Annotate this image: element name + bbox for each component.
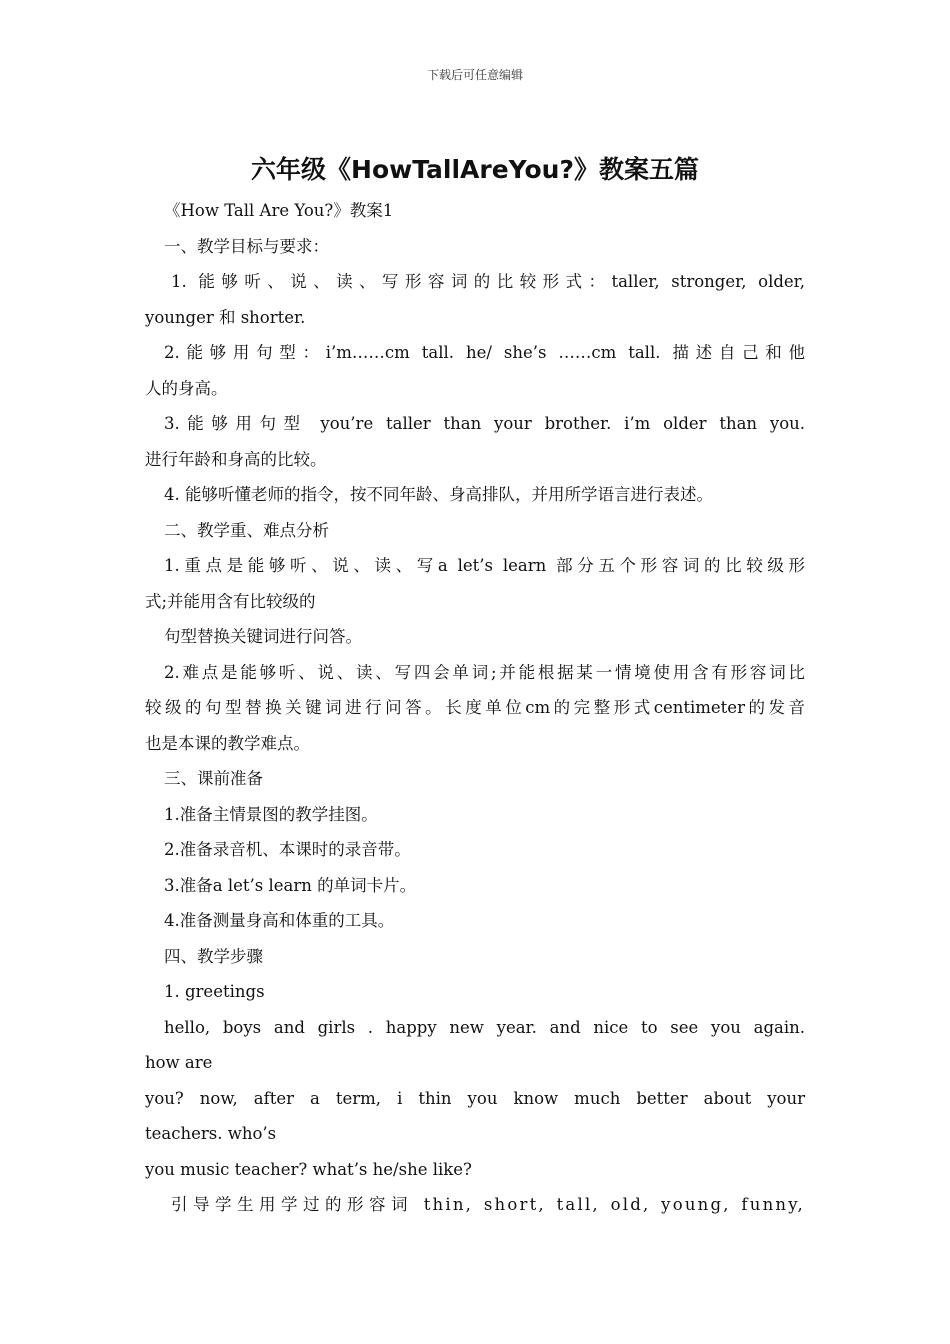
line-greeting-a: hello, boys and girls . happy new year. and nice to see you again. xyxy=(164,1017,805,1037)
page-header: 下载后可任意编辑 xyxy=(426,68,523,82)
line-goal-2b: 人的身高。 xyxy=(145,378,228,398)
line-prep-3: 3.准备a let’s learn 的单词卡片。 xyxy=(164,875,417,895)
line-greeting-c: you? now, after a term, i thin you know much better about your xyxy=(145,1088,805,1108)
line-prep-1: 1.准备主情景图的教学挂图。 xyxy=(164,804,378,824)
line-key-1a: 1.重点是能够听、说、读、写a let’s learn 部分五个形容词的比较级形 xyxy=(164,556,805,575)
line-goal-1b: younger 和 shorter. xyxy=(145,307,306,327)
line-key-1c: 句型替换关键词进行问答。 xyxy=(164,627,362,646)
line-goal-1a: 1. 能够听、说、读、写形容词的比较形式：taller, stronger, older, xyxy=(171,272,805,291)
line-section-4: 四、教学步骤 xyxy=(164,946,263,966)
line-prep-4: 4.准备测量身高和体重的工具。 xyxy=(164,911,395,930)
line-guide: 引导学生用学过的形容词 thin, short, tall, old, young, funny, xyxy=(171,1195,805,1214)
line-goal-3b: 进行年龄和身高的比较。 xyxy=(145,449,327,469)
line-key-2c: 也是本课的教学难点。 xyxy=(145,733,310,753)
document-body xyxy=(145,193,805,1223)
line-key-2b: 较级的句型替换关键词进行问答。长度单位cm的完整形式centimeter的发音 xyxy=(145,698,805,717)
line-section-1: 一、教学目标与要求： xyxy=(164,236,329,256)
line-key-1b: 式;并能用含有比较级的 xyxy=(145,591,316,611)
line-step-1: 1. greetings xyxy=(164,982,265,1001)
line-key-2a: 2.难点是能够听、说、读、写四会单词;并能根据某一情境使用含有形容词比 xyxy=(164,662,805,682)
line-greeting-d: teachers. who’s xyxy=(145,1124,277,1143)
line-goal-2a: 2.能够用句型：i’m……cm tall. he/ she’s ……cm tall. 描述自己和他 xyxy=(164,343,805,362)
line-goal-3a: 3.能够用句型 you’re taller than your brother. i’m older than you. xyxy=(164,414,805,433)
line-section-2: 二、教学重、难点分析 xyxy=(164,520,329,540)
line-greeting-e: you music teacher? what’s he/she like? xyxy=(145,1159,472,1179)
line-greeting-b: how are xyxy=(145,1053,213,1072)
line-prep-2: 2.准备录音机、本课时的录音带。 xyxy=(164,840,411,859)
line-section-3: 三、课前准备 xyxy=(164,769,263,788)
line-lesson-heading: 《How Tall Are You?》教案1 xyxy=(164,201,394,220)
document-title: 六年级《HowTallAreYou?》教案五篇 xyxy=(251,155,699,184)
line-goal-4: 4. 能够听懂老师的指令，按不同年龄、身高排队，并用所学语言进行表述。 xyxy=(164,485,713,504)
